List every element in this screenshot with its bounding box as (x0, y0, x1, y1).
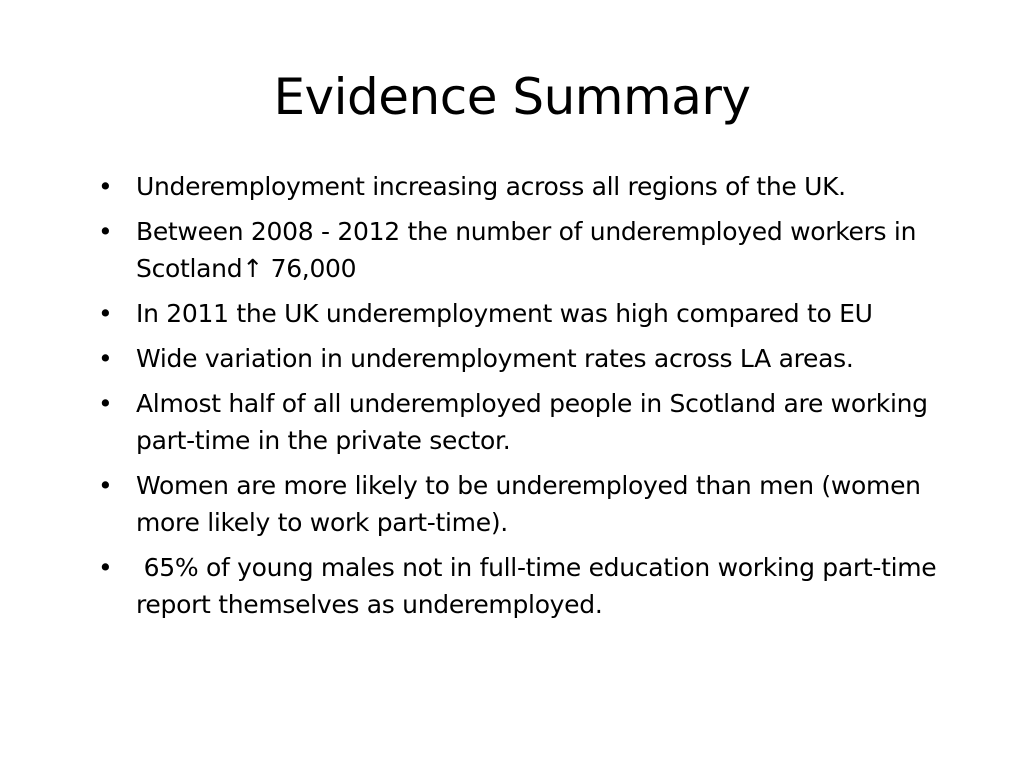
bullet-marker: • (98, 299, 113, 328)
bullet-item (98, 168, 988, 205)
bullet-text: Between 2008 - 2012 the number of underemployed workers in Scotland↑ 76,000 (136, 217, 924, 283)
bullet-item (98, 467, 988, 541)
bullet-marker: • (98, 344, 113, 373)
bullet-marker: • (98, 553, 113, 582)
bullet-marker: • (98, 172, 113, 201)
bullet-item (98, 549, 988, 623)
bullet-item (98, 340, 988, 377)
bullet-text: Wide variation in underemployment rates across LA areas. (136, 344, 854, 373)
bullet-item (98, 213, 988, 287)
bullet-text: 65% of young males not in full-time education working part-time report themselves as underemployed. (136, 553, 945, 619)
bullet-list (98, 168, 988, 631)
bullet-marker: • (98, 389, 113, 418)
bullet-item (98, 385, 988, 459)
bullet-text: Underemployment increasing across all regions of the UK. (136, 172, 846, 201)
bullet-marker: • (98, 217, 113, 246)
bullet-text: In 2011 the UK underemployment was high compared to EU (136, 299, 873, 328)
bullet-text: Women are more likely to be underemployed than men (women more likely to work part-time). (136, 471, 929, 537)
slide-title: Evidence Summary (273, 68, 751, 126)
bullet-item (98, 295, 988, 332)
bullet-text: Almost half of all underemployed people in Scotland are working part-time in the private sector. (136, 389, 936, 455)
bullet-marker: • (98, 471, 113, 500)
